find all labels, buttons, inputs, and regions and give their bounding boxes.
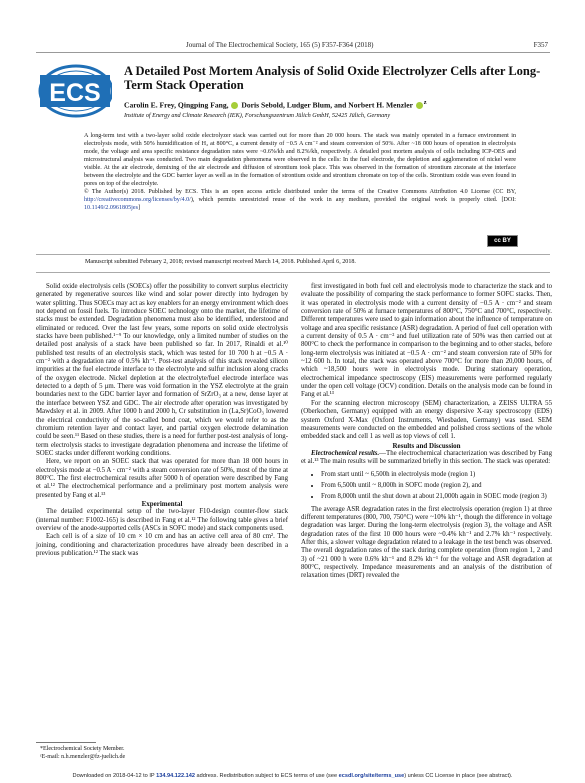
abstract-body: A long-term test with a two-layer solid oxide electrolyzer stack was carried out for more than 20 000 hours. The stack was mainly operated in a furnace environment in electrolysis mode, with 50% humidification of H₂ at 800°C, a current density of −0.5 A cm⁻² and steam conversion of 50%. After ~18 000 hours of operation in electrolysis mode, the voltage and area specific resistance degradation rates were ~0.6%/kh and 8.2%/kh, respectively. A detailed post mortem analysis of cells including ICP-OES and microstructural analysis was conducted. Two main degradation phenomena were observed in the cells: In the fuel electrode, the depletion and agglomeration of nickel were visible. At the air electrode, demixing of the air electrode and diffusion of strontium took place. This was observed in the formation of strontium zirconate at the interface between the electrolyte and the GDC barrier layer as well as in the formation of strontium oxide and strontium chromate on top of the cells. Strontium oxide was even found in pores on top of the electrolyte. (84, 133, 516, 187)
manuscript-dates: Manuscript submitted February 2, 2018; revised manuscript received March 14, 2018. Published April 6, 2018. (85, 259, 356, 265)
license-text: © The Author(s) 2018. Published by ECS. This is an open access article distributed under the terms of the Creative Commons Attribution 4.0 License (CC BY, (84, 188, 516, 195)
header-rule (36, 52, 550, 53)
results-paragraph: The average ASR degradation rates in the first electrolysis operation (region 1) at three different temperatures (800, 700, 750°C) were ~10% kh⁻¹, though the difference in voltage degradation was larger. During the long-term electrolysis (region 3), the voltage and ASR degradation rates of the first 10 000 hours were ~0.4% kh⁻¹ and 2.7% kh⁻¹ respectively. After this, a slower voltage degradation related to a leakage in the test bench was observed. The overall degradation rates of the stack during complete operation (from region 1, 2 and 3) of ~21 000 h were 0.6% kh⁻¹ and 8.2% kh⁻¹ for the voltage and ASR degradation at 800°C, respectively. Impedance measurements and an analysis of the distribution of relaxation times (DRT) revealed the (301, 505, 552, 580)
doi-link[interactable]: 10.1149/2.0961805jes (84, 204, 138, 211)
results-paragraph (301, 450, 552, 467)
right-column (301, 283, 552, 581)
list-item: • From 8,000h until the shut down at about 21,000h again in SOEC mode (region 3) (321, 493, 552, 501)
footnotes (40, 745, 280, 761)
license-text-mid: ), which permits unrestricted reuse of the work in any medium, provided the original work is properly cited. [DOI: (190, 196, 516, 203)
section-heading-results: Results and Discussion (392, 441, 461, 450)
corresponding-marker: z (423, 99, 427, 106)
abstract (84, 133, 516, 213)
intro-paragraph: Here, we report on an SOEC stack that was operated for more than 18 000 hours in electrolysis mode at −0.5 A · cm⁻² with a steam conversion rate of 50%, most of the time at 800°C. The first electrochemical results after 5000 h of operation were described by Fang et al.¹² The electrochemical performance and a preliminary post mortem analysis were presented by Fang et al.¹³ (36, 458, 288, 499)
footnote-email: ᶻE-mail: n.h.menzler@fz-juelich.de (40, 754, 126, 760)
footnote-rule (36, 742, 96, 743)
experimental-paragraph: The detailed experimental setup of the two-layer F10-design counter-flow stack (internal number: F1002-165) is described in Fang et al.¹² The following table gives a brief overview of the anode-supported cells (ASCs in SOFC mode) and stack components used. (36, 508, 288, 532)
logo-text: ECS (49, 79, 101, 107)
body-paragraph: For the scanning electron microscopy (SEM) characterization, a ZEISS ULTRA 55 (Oberkochen, Germany) equipped with an energy dispersive X-ray spectroscopy (EDS) system Oxford X-Max (Oxford Instruments, Wiesbaden, Germany) was used. SEM measurements were conducted on the embedded and polished cross sections of the whole embedded stack and cell 1 as well as top views of cell 1. (301, 399, 552, 441)
terms-link[interactable]: ecsdl.org/site/terms_use (338, 773, 405, 779)
divider (36, 272, 550, 273)
footnote-member: *Electrochemical Society Member. (40, 746, 125, 752)
affiliation: Institute of Energy and Climate Research (IEK), Forschungszentrum Jülich GmbH, 52425 Jülich, Germany (124, 112, 391, 119)
ecs-logo (36, 63, 112, 119)
divider (36, 254, 550, 255)
orcid-icon[interactable] (416, 102, 423, 109)
article-title: A Detailed Post Mortem Analysis of Solid Oxide Electrolyzer Cells after Long-Term Stack Operation (124, 64, 541, 92)
list-item: • From start until ~ 6,500h in electrolysis mode (region 1) (321, 471, 552, 479)
license-end: ] (137, 204, 140, 211)
list-item: • From 6,500h until ~ 8,000h in SOFC mode (region 2), and (321, 482, 552, 490)
intro-paragraph: Solid oxide electrolysis cells (SOECs) offer the possibility to convert surplus electricity generated by regenerative sources like wind and solar power directly into hydrogen by water splitting. Thus SOECs may act as key enablers for an energy environment which does not depend on fossil fuels. To introduce SOEC technology onto the market, the lifetime of stacks must be extended. Degradation phenomena must also be identified, understood and eliminated or reduced. Over the last few years, some reports on solid oxide electrolysis stacks have been published.¹⁻⁹ To our knowledge, only a limited number of studies on the detailed post analysis of a stack have been published so far. In 2017, Rinaldi et al.¹⁰ published test results of an electrolysis stack, which was tested for 10 700 h at −0.5 A · cm⁻² with a degradation rate of 0.5% kh⁻¹. Post-test analysis of this stack revealed silicon impurities at the fuel electrode interface to the electrolyte and sulfur inclusion along cracks of the oxygen electrode. Nickel depletion at the electrolyte/fuel electrode interface was detected to a depth of 5 μm. There was void formation in the YSZ electrolyte at the grain boundaries next to the GDC barrier layer and formation of SrZrO₃ at a new, dense layer at the interface between YSZ and GDC. The air electrode after operation was investigated by Mawdsley et al. in 2009. After 1000 h and 2000 h, Cr substitution in (La,Sr)CoO₃ lowered the electrical conductivity of the so-called bond coat, which we would refer to as the chromium retention layer and contact layer, and partial oxygen electrode delamination could be seen.¹¹ Based on these studies, there is a need for further post-test analysis of long-term electrolysis stacks to investigate degradation phenomena and increase the lifetime of SOEC stacks under different working conditions. (36, 283, 288, 457)
ecs-logo-graphic (36, 63, 112, 119)
license-link[interactable]: http://creativecommons.org/licenses/by/4.0/ (84, 196, 191, 203)
experimental-paragraph: Each cell is of a size of 10 cm × 10 cm and has an active cell area of 80 cm². The joining, conditioning and characterization procedures have already been described in a previous publication.¹² The stack was (36, 533, 288, 557)
body-paragraph: first investigated in both fuel cell and electrolysis mode to characterize the stack and to evaluate the possibility of comparing the stack performance to former SOFC stacks. Then, it was operated in electrolysis mode with a current density of −0.5 A · cm⁻² and steam conversion rate of 50% at furnace temperatures of 800°C, 750°C and 700°C, respectively. Different temperatures were used to gain information about the influence of temperature on voltage and area specific resistance (ASR) degradation. A period of fuel cell operation with a current density of 0.5 A · cm⁻² and fuel utilization rate of 50% was then carried out at 800°C to check the performance in comparison to the beginning and to other stacks, before long-term electrolysis was initiated at −0.5 A · cm⁻² and steam conversion rate of 50% for ~12 600 h. In total, the stack was operated above 700°C for more than 20,000 hours, of which ~18,500 hours were in electrolysis mode. During stationary operation, electrochemical impedance spectroscopy (EIS) measurements were performed regularly under the open cell voltage (OCV) condition. Details on the analysis mode can be found in Fang et al.¹³ (301, 283, 552, 399)
cc-by-badge[interactable]: cc BY (487, 235, 518, 247)
orcid-icon[interactable] (231, 102, 238, 109)
page-number: F357 (533, 41, 548, 49)
download-notice (0, 773, 585, 779)
author-list (124, 98, 554, 111)
download-text: Downloaded on 2018-04-12 to IP (72, 773, 155, 779)
subsection-heading: Electrochemical results. (311, 449, 380, 457)
ip-address: 134.94.122.142 (156, 773, 195, 779)
running-header (36, 41, 548, 49)
download-text: address. Redistribution subject to ECS terms of use (see (196, 773, 338, 779)
section-heading-experimental: Experimental (141, 499, 183, 508)
download-text: ) unless CC License in place (see abstract). (404, 773, 513, 779)
results-text: —The electrochemical characterization was described by Fang et al.¹³ The main results will be summarized briefly in this section. The stack was operated: (301, 449, 552, 466)
operation-list (301, 471, 552, 502)
authors-part2: Doris Sebold, Ludger Blum, and Norbert H. Menzler (241, 100, 413, 110)
authors-part1: Carolin E. Frey, Qingping Fang, (124, 100, 229, 110)
journal-citation: Journal of The Electrochemical Society, 165 (5) F357-F364 (2018) (186, 41, 374, 49)
left-column (36, 283, 288, 558)
